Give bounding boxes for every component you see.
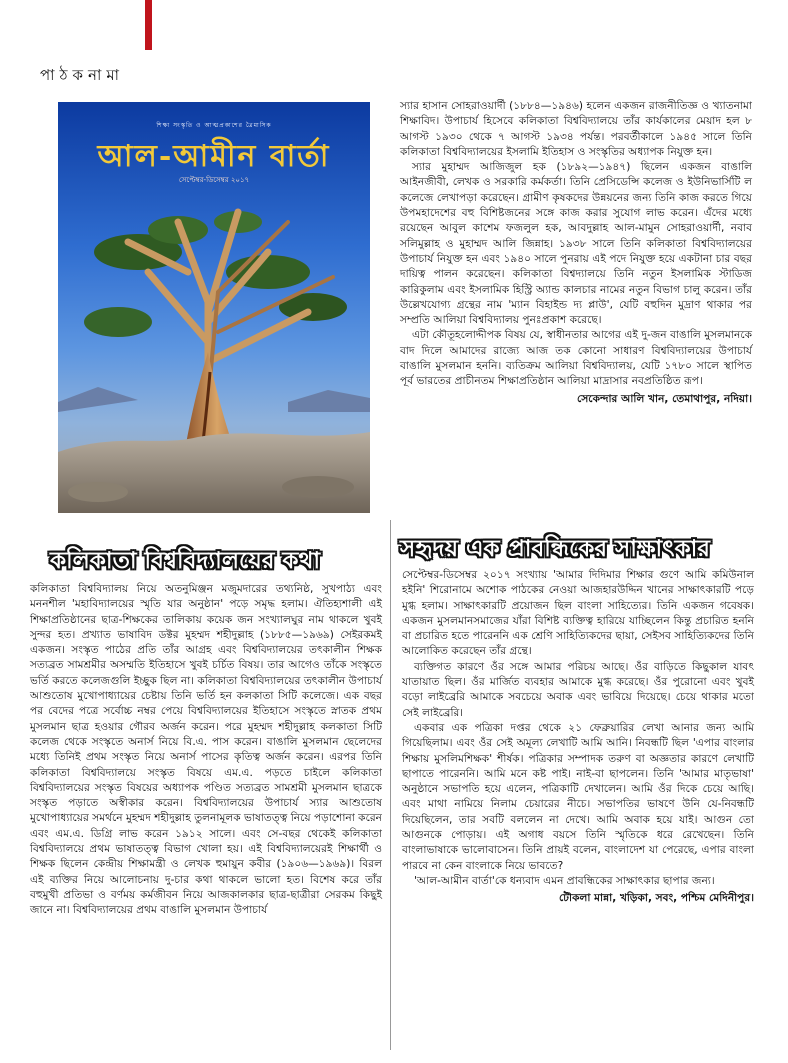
paragraph: একবার এক পত্রিকা দপ্তর থেকে ২১ ফেব্রুয়ারির লেখা আনার জন্য আমি গিয়েছিলাম। এবং ওঁর সেই অমূল্য লেখাটি আমি আনি। নিবন্ধটি ছিল 'এপার বাংলার শিক্ষায় মুসলিমশিক্ষক' শীর্ষক। পত্রিকার সম্পাদক তরুণ বা অজ্ঞতার কারণে লেখাটি ছাপাতে পারেননি। আমি মনে কষ্ট পাই। নাই-বা ছাপলেন। তিনি 'আমার মাতৃভাষা' অনুষ্ঠানে সভাপতি হয়ে এলেন, পত্রিকাটি দেখালেন। আমি ওঁর দিকে চেয়ে আছি। এবং মাথা নামিয়ে নিলাম চেয়ারের নীচে। সভাপতির ভাষণে উনি যে-নিবন্ধটি দিয়েছিলেন, তার সবটি বললেন না দেখে। আমি অবাক হয়ে যাই। আগুন তো আগুনকে পোড়ায়। এই অগাধ বয়সে তিনি স্মৃতিকে ধরে রেখেছেন। তিনি বাংলাভাষাকে ভালোবাসেন। তিনি প্রায়ই বলেন, বাংলাদেশ যা পেরেছে, এপার বাংলা পারবে না কেন বাংলাকে নিয়ে ভাবতে? <box>402 721 754 872</box>
paragraph: কলিকাতা বিশ্ববিদ্যালয় নিয়ে অতনুমিঞ্জন মজুমদারের তথ্যনিষ্ঠ, সুখপাঠ্য এবং মননশীল 'মহাবিদ্যালয়ের স্মৃতি যার অনুষ্ঠান' পড়ে সমৃদ্ধ হলাম। ঐতিহ্যশালী এই শিক্ষাপ্রতিষ্ঠানের ছাত্র-শিক্ষকের তালিকায় কয়েক জন সংখ্যালঘুর নাম থাকলে খুবই সুন্দর হত। প্রখ্যাত ভাষাবিদ ডক্টর মুহম্মদ শহীদুল্লাহ (১৮৮৫—১৯৬৯) সেইরকমই একজন। সংস্কৃত পাঠের প্রতি তাঁর আগ্রহ এবং বিশ্ববিদ্যালয়ের তৎকালীন শিক্ষক সত্যব্রত সামশ্রমীর অসম্মতি ইতিহাসে খুবই চর্চিত বিষয়। তার আগেও তাঁকে সংস্কৃতে ভর্তি করতে কলেজগুলি ইচ্ছুক ছিল না। কলিকাতা বিশ্ববিদ্যালয়ের তৎকালীন উপাচার্য আশুতোষ মুখোপাধ্যায়ের চেষ্টায় তিনি ভর্তি হন কলকাতা সিটি কলেজে। এক বছর পর বেদের পত্রে সর্বোচ্চ নম্বর পেয়ে বিশ্ববিদ্যালয়ের ইতিহাসে সংস্কৃতে স্নাতক প্রথম মুসলমান ছাত্র হওয়ার গৌরব অর্জন করেন। পরে মুহম্মদ শহীদুল্লাহ কলকাতা সিটি কলেজ থেকে সংস্কৃতে অনার্স নিয়ে বি.এ. পাস করেন। বাঙালি মুসলমান ছেলেদের মধ্যে তিনিই প্রথম সংস্কৃত নিয়ে অনার্স পাসের কৃতিত্ব অর্জন করেন। এরপর তিনি কলিকাতা বিশ্ববিদ্যালয়ে সংস্কৃত বিষয়ে এম.এ. পড়তে চাইলে কলিকাতা বিশ্ববিদ্যালয়ের সংস্কৃত বিষয়ের অধ্যাপক পণ্ডিত সত্যব্রত সামশ্রমী মুসলমান ছাত্রকে সংস্কৃত পড়াতে অস্বীকার করেন। বিশ্ববিদ্যালয়ের উপাচার্য স্যার আশুতোষ মুখোপাধ্যায়ের সমর্থনে মুহম্মদ শহীদুল্লাহ তুলনামূলক ভাষাতত্ত্ব নিয়ে পড়াশোনা করেন এবং এম.এ. ডিগ্রি লাভ করেন ১৯১২ সালে। এবং সে-বছর থেকেই কলিকাতা বিশ্ববিদ্যালয়ে প্রথম ভাষাতত্ত্ব বিভাগ খোলা হয়। এই বিশ্ববিদ্যালয়েরই শিক্ষার্থী ও শিক্ষক ছিলেন কেন্দ্রীয় শিক্ষামন্ত্রী ও লেখক হুমায়ুন কবীর (১৯০৬—১৯৬৯)। বিরল এই ব্যক্তির নিয়ে আলোচনায় দু-চার কথা থাকলে ভালো হত। বিশেষ করে তাঁর বহুমুখী প্রতিভা ও বর্ণময় কর্মজীবন নিয়ে আজকালকার ছাত্র-ছাত্রীরা সেরকম কিছুই জানে না। বিশ্ববিদ্যালয়ের প্রথম বাঙালি মুসলমান উপাচার্য <box>30 583 382 917</box>
magazine-cover-image <box>58 102 370 513</box>
paragraph: ব্যক্তিগত কারণে ওঁর সঙ্গে আমার পরিচয় আছে। ওঁর বাড়িতে কিছুকাল যাবৎ যাতায়াত ছিল। ওঁর মার্জিত ব্যবহার আমাকে মুগ্ধ করেছে। ওঁর পুরোনো এবং খুবই বড়ো লাইব্রেরি আমাকে সবচেয়ে অবাক এবং ভাবিয়ে দিয়েছে। চেয়ে থাকার মতো সেই লাইব্রেরি। <box>402 660 754 719</box>
cover-tagline: শিক্ষা সংস্কৃতি ও আত্মপ্রকাশের ত্রৈমাসিক <box>156 122 272 129</box>
cover-title: আল-আমীন বার্তা <box>97 139 331 174</box>
column-divider <box>390 520 391 1050</box>
left-article-body <box>30 582 382 919</box>
paragraph: স্যার মুহাম্মদ আজিজুল হক (১৮৯২—১৯৪৭) ছিলেন একজন বাঙালি আইনজীবী, লেখক ও সরকারি কর্মকর্তা। তিনি প্রেসিডেন্সি কলেজ ও ইউনিভার্সিটি ল কলেজে লেখাপড়া করেছেন। গ্রামীণ কৃষকদের উন্নয়নের জন্য তিনি কাজ করতে গিয়ে উপমহাদেশের বহু বিশিষ্টজনের সঙ্গে কাজ করার সুযোগ লাভ করেন। এঁদের মধ্যে রয়েছেন আবুল কাশেম ফজলুল হক, আবদুল্লাহ আল-মামুন সোহরাওয়ার্দী, নবাব সলিমুল্লাহ ও মুহাম্মদ আলি জিন্নাহ। ১৯৩৮ সালে তিনি কলিকাতা বিশ্ববিদ্যালয়ের উপাচার্য নিযুক্ত হন এবং ১৯৪০ সালে পুনরায় এই পদে নিযুক্ত হয়ে একটানা চার বছর দায়িত্ব পালন করেছেন। কলিকাতা বিশ্বদ্যালয়ে তিনি নতুন ইসলামিক স্টাডিজ কারিকুলাম এবং ইসলামিক হিস্ট্রি অ্যান্ড কালচার নামের নতুন বিভাগ চালু করেন। তাঁর উল্লেখযোগ্য গ্রন্থের নাম 'ম্যান বিহাইন্ড দ্য প্লাউ', যেটি বহুদিন মুদ্রাণ থাকার পর সম্প্রতি আলিয়া বিশ্ববিদ্যালয় পুনঃপ্রকাশ করেছে। <box>400 161 752 327</box>
cover-issue-date: সেপ্টেম্বর-ডিসেম্বর ২০১৭ <box>178 176 250 184</box>
signature: টৌকলা মান্না, খড়িকা, সবং, পশ্চিম মেদিনীপুর। <box>558 892 754 905</box>
paragraph: সেপ্টেম্বর-ডিসেম্বর ২০১৭ সংখ্যায় 'আমার দিদিমার শিক্ষার গুণে আমি কমিউনাল হইনি' শিরোনামে অশোক পাঠকের নেওয়া আজহারউদ্দিন খানের সাক্ষাৎকারটি পড়ে মুগ্ধ হলাম। সাক্ষাৎকারটি প্রয়োজন ছিল বাংলা সাহিত্যের। তিনি একজন গবেষক। একজন মুসলমানসমাজের যাঁরা বিশিষ্ট ব্যক্তিত্ব হারিয়ে যাচ্ছিলেন কিন্তু প্রচারিত হননি বা প্রচারিত হতে পারেননি এক শ্রেণি সাহিত্যিকদের ছায়া, সেইসব সাহিত্যিকদের তিনি আলোকিত করেছেন তাঁর গ্রন্থে। <box>402 569 754 658</box>
signature: সেকেন্দার আলি খান, তেমাথাপুর, নদিয়া। <box>577 392 752 405</box>
paragraph: এটা কৌতূহলোদ্দীপক বিষয় যে, স্বাধীনতার আগের এই দু-জন বাঙালি মুসলমানকে বাদ দিলে আমাদের রাজ্যে আজ তক কোনো সাধারণ বিশ্ববিদ্যালয়ের উপাচার্য বাঙালি মুসলমান হননি। ব্যতিক্রম আলিয়া বিশ্ববিদ্যালয়, যেটি ১৭৮০ সালে স্থাপিত পূর্ব ভারতের প্রাচীনতম শিক্ষাপ্রতিষ্ঠান আলিয়া মাদ্রাসার নবপ্রতিষ্ঠিত রূপ। <box>400 329 752 388</box>
right-top-letter <box>400 99 752 407</box>
paragraph: 'আল-আমীন বার্তা'কে ধন্যবাদ এমন প্রাবন্ধিকের সাক্ষাৎকার ছাপার জন্য। <box>414 874 715 887</box>
right-article-heading: সহৃদয় এক প্রাবন্ধিকের সাক্ষাৎকার <box>400 535 710 562</box>
red-accent-bar <box>145 0 152 50</box>
right-article-body <box>402 568 754 907</box>
section-label: পাঠকনামা <box>40 66 125 84</box>
left-article-heading: কলিকাতা বিশ্ববিদ্যালয়ের কথা <box>50 547 321 574</box>
paragraph: স্যার হাসান সোহরাওয়ার্দী (১৮৮৪—১৯৪৬) হলেন একজন রাজনীতিজ্ঞ ও খ্যাতনামা শিক্ষাবিদ। উপাচার্য হিসেবে কলিকাতা বিশ্ববিদ্যালয়ে তাঁর কার্যকালের মেয়াদ হল ৮ আগস্ট ১৯৩০ থেকে ৭ আগস্ট ১৯৩৪ পর্যন্ত। পরবর্তীকালে ১৯৪৫ সালে তিনি কলিকাতা বিশ্ববিদ্যালয়ের ইসলামি ইতিহাস ও সংস্কৃতির অধ্যাপক নিযুক্ত হন। <box>400 100 752 158</box>
